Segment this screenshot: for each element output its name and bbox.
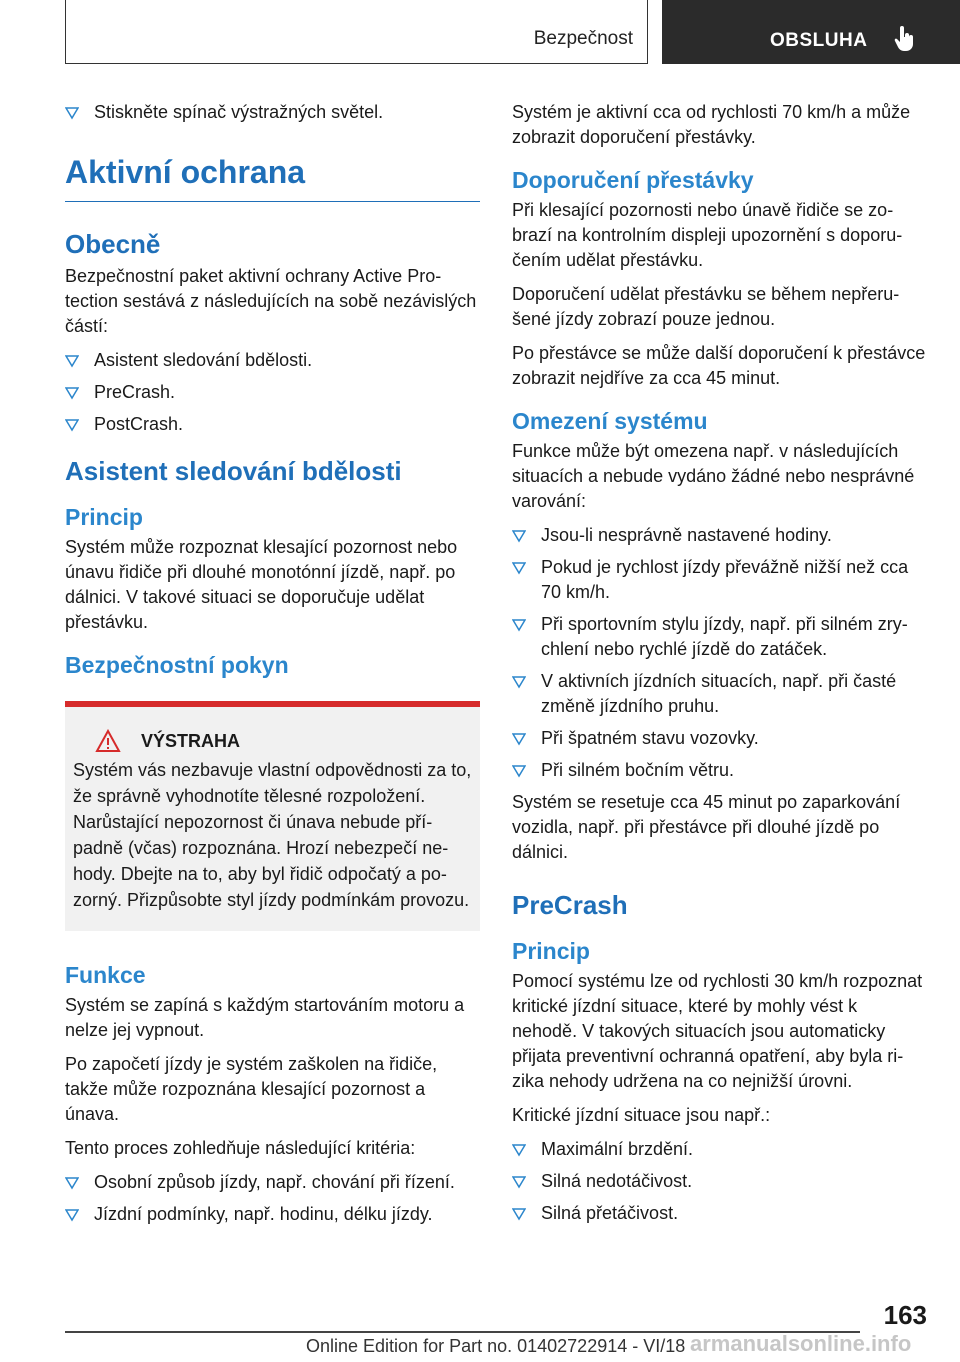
warning-text: Systém vás nezbavuje vlastní odpovědnosti za to, že správně vyhodnotíte tělesné rozpoložení. Narůstající nepozornost či únava nebude případně (včas) rozpoznána. Hrozí nebezpečí nehody. Dbejte na to, aby byl řidič odpočatý a pozorný. Přizpůsobte styl jízdy podmínkám provozu. xyxy=(73,760,472,910)
omezeni-text-2: Systém se resetuje cca 45 minut po zaparkování vozidla, např. při přestávce při dlouhé jízdě po dálnici. xyxy=(512,792,901,862)
princip-text: Systém může rozpoznat klesající pozornost nebo únavu řidiče při dlouhé monotónní jízdě, např. po dálnici. V takové situaci se doporučuje udělat přestávku. xyxy=(65,537,458,632)
list-item: Jsou-li nesprávně nastavené hodiny. xyxy=(512,523,927,548)
omezeni-text-1: Funkce může být omezena např. v následujících situacích a nebude vydáno žádné nebo nesprávné varování: xyxy=(512,441,915,511)
triangle-bullet-icon xyxy=(512,561,526,575)
section-title-obecne: Obecně xyxy=(65,229,161,259)
header-chapter-title: OBSLUHA xyxy=(770,30,868,51)
precrash-list xyxy=(512,1137,927,1226)
footer-watermark: armanualsonline.info xyxy=(690,1331,912,1356)
list-item: Maximální brzdění. xyxy=(512,1137,927,1162)
list-item: Při špatném stavu vozovky. xyxy=(512,726,927,751)
triangle-bullet-icon xyxy=(512,764,526,778)
list-item: PreCrash. xyxy=(65,380,480,405)
doporuceni-text-1: Při klesající pozornosti nebo únavě řidiče se zobrazí na kontrolním displeji upozornění s doporučením udělat přestávku. xyxy=(512,200,903,270)
obecne-text: Bezpečnostní paket aktivní ochrany Active Protection sestává z následujících na sobě nezávislých částí: xyxy=(65,266,477,336)
section-title-precrash: PreCrash xyxy=(512,890,628,920)
list-item: Pokud je rychlost jízdy převážně nižší než cca 70 km/h. xyxy=(512,555,927,605)
triangle-bullet-icon xyxy=(512,675,526,689)
intro-list xyxy=(65,100,480,125)
triangle-bullet-icon xyxy=(65,386,79,400)
subsection-title-funkce: Funkce xyxy=(65,962,146,988)
page-number: 163 xyxy=(883,1300,927,1330)
doporuceni-text-2: Doporučení udělat přestávku se během nepřerušené jízdy zobrazí pouze jednou. xyxy=(512,284,900,329)
triangle-bullet-icon xyxy=(65,106,79,120)
list-item: V aktivních jízdních situacích, např. při časté změně jízdního pruhu. xyxy=(512,669,927,719)
triangle-bullet-icon xyxy=(512,1207,526,1221)
funkce-text-1: Systém se zapíná s každým startováním motoru a nelze jej vypnout. xyxy=(65,995,465,1040)
subsection-title-pokyn: Bezpečnostní pokyn xyxy=(65,652,289,678)
warning-box xyxy=(65,701,480,931)
subsection-title-princip: Princip xyxy=(65,504,143,530)
right-column xyxy=(512,100,927,1233)
warning-header xyxy=(95,729,472,753)
precrash-text-2: Kritické jízdní situace jsou např.: xyxy=(512,1105,771,1125)
hand-pointer-icon xyxy=(894,26,916,52)
list-item: Při sportovním stylu jízdy, např. při silném zrychlení nebo rychlé jízdě do zatáček. xyxy=(512,612,927,662)
triangle-bullet-icon xyxy=(512,618,526,632)
list-item: Asistent sledování bdělosti. xyxy=(65,348,480,373)
triangle-bullet-icon xyxy=(65,1208,79,1222)
main-title: Aktivní ochrana xyxy=(65,153,480,202)
funkce-text-3: Tento proces zohledňuje následující kritéria: xyxy=(65,1138,416,1158)
subsection-title-doporuceni: Doporučení přestávky xyxy=(512,167,754,193)
list-item: Silná nedotáčivost. xyxy=(512,1169,927,1194)
header-chapter-tab xyxy=(662,0,960,64)
right-intro-text: Systém je aktivní cca od rychlosti 70 km/h a může zobrazit doporučení přestávky. xyxy=(512,102,911,147)
precrash-text-1: Pomocí systému lze od rychlosti 30 km/h rozpoznat kritické jízdní situace, které by mohly vést k nehodě. V takových situacích jsou automaticky přijata preventivní ochranná opatření, aby byla rizika nehody udržena na co nejnižší úrovni. xyxy=(512,971,923,1091)
triangle-bullet-icon xyxy=(512,1175,526,1189)
triangle-bullet-icon xyxy=(65,354,79,368)
triangle-bullet-icon xyxy=(512,732,526,746)
footer-edition: Online Edition for Part no. 01402722914 - VI/18 xyxy=(306,1336,686,1356)
section-title-asistent: Asistent sledování bdělosti xyxy=(65,456,402,486)
funkce-list xyxy=(65,1170,480,1227)
triangle-bullet-icon xyxy=(65,418,79,432)
list-item: Při silném bočním větru. xyxy=(512,758,927,783)
header-section-title: Bezpečnost xyxy=(533,28,633,49)
triangle-bullet-icon xyxy=(512,1143,526,1157)
warning-title: VÝSTRAHA xyxy=(141,730,241,751)
left-column xyxy=(65,100,480,1234)
doporuceni-text-3: Po přestávce se může další doporučení k přestávce zobrazit nejdříve za cca 45 minut. xyxy=(512,343,926,388)
warning-triangle-icon xyxy=(95,729,121,753)
list-item: Jízdní podmínky, např. hodinu, délku jízdy. xyxy=(65,1202,480,1227)
list-item: PostCrash. xyxy=(65,412,480,437)
funkce-text-2: Po započetí jízdy je systém zaškolen na řidiče, takže může rozpoznána klesající pozornost a únava. xyxy=(65,1054,438,1124)
list-item: Stiskněte spínač výstražných světel. xyxy=(65,100,480,125)
obecne-list xyxy=(65,348,480,437)
subsection-title-precrash-princip: Princip xyxy=(512,938,590,964)
subsection-title-omezeni: Omezení systému xyxy=(512,408,708,434)
triangle-bullet-icon xyxy=(512,529,526,543)
list-item: Osobní způsob jízdy, např. chování při řízení. xyxy=(65,1170,480,1195)
omezeni-list xyxy=(512,523,927,783)
header-section-box xyxy=(65,0,648,64)
triangle-bullet-icon xyxy=(65,1176,79,1190)
list-item: Silná přetáčivost. xyxy=(512,1201,927,1226)
